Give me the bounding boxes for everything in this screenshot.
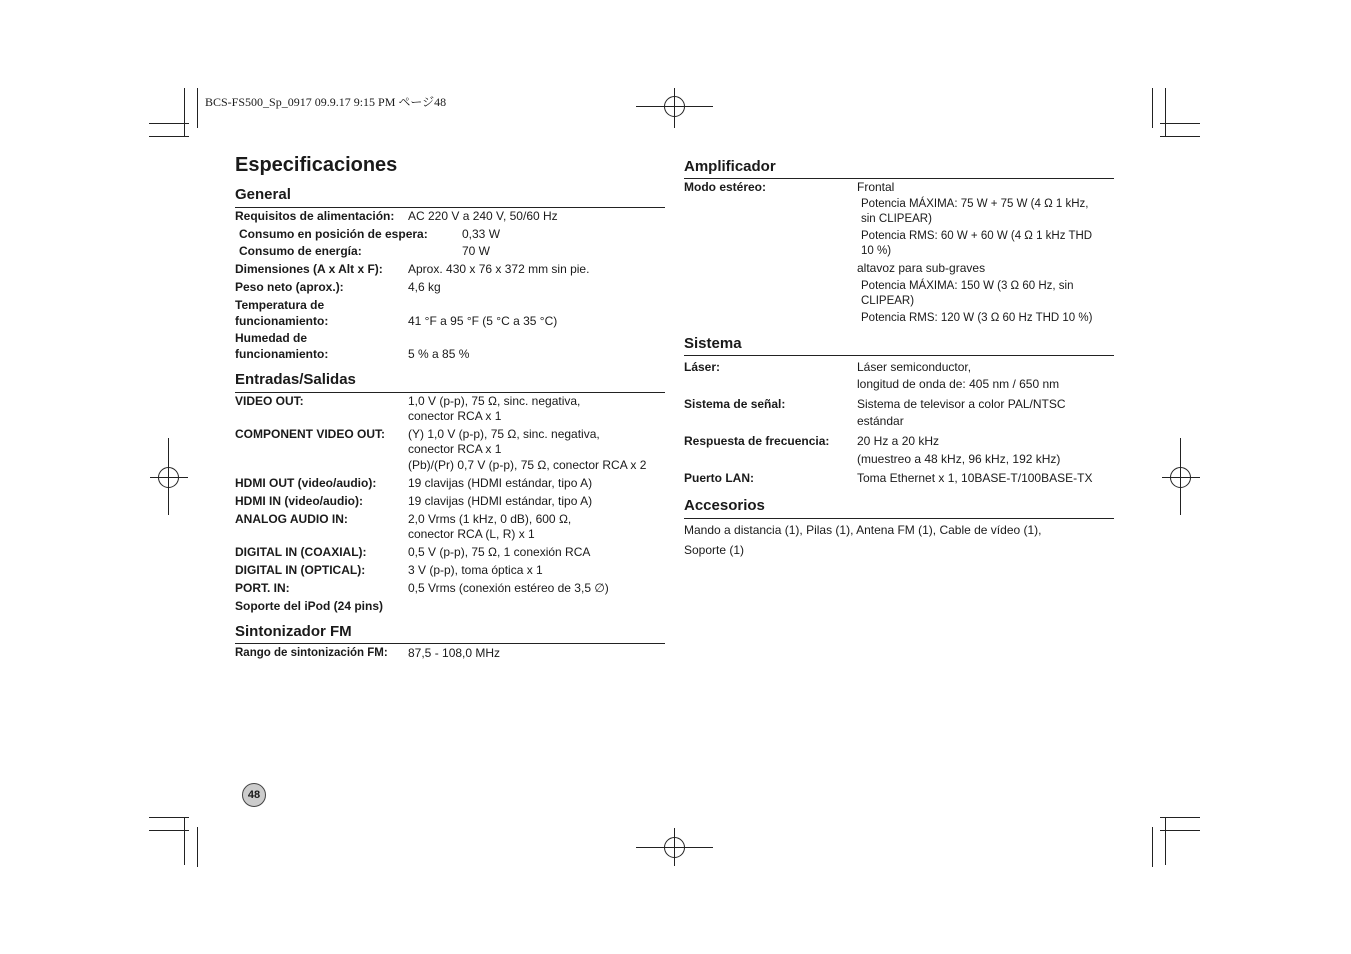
spec-label: Requisitos de alimentación: xyxy=(235,209,395,223)
spec-value: 1,0 V (p-p), 75 Ω, sinc. negativa, xyxy=(408,394,581,408)
spec-value: 87,5 - 108,0 MHz xyxy=(408,646,501,660)
spec-value: 3 V (p-p), toma óptica x 1 xyxy=(408,563,543,577)
spec-label: Respuesta de frecuencia: xyxy=(684,434,830,448)
spec-label: Humedad de xyxy=(235,331,308,345)
spec-label: Peso neto (aprox.): xyxy=(235,280,344,294)
spec-value: 0,5 V (p-p), 75 Ω, 1 conexión RCA xyxy=(408,545,591,559)
spec-value: conector RCA x 1 xyxy=(408,442,502,456)
spec-label: Sistema de señal: xyxy=(684,397,786,411)
section-rule xyxy=(235,643,665,644)
page-title: Especificaciones xyxy=(235,154,398,176)
spec-value: Toma Ethernet x 1, 10BASE-T/100BASE-TX xyxy=(857,471,1093,485)
spec-value: 20 Hz a 20 kHz xyxy=(857,434,940,448)
spec-value: longitud de onda de: 405 nm / 650 nm xyxy=(857,377,1060,391)
spec-value: altavoz para sub-graves xyxy=(857,261,986,275)
spec-label: HDMI IN (video/audio): xyxy=(235,494,363,508)
section-heading-system: Sistema xyxy=(684,335,742,352)
spec-label: HDMI OUT (video/audio): xyxy=(235,476,377,490)
spec-value: (Pb)/(Pr) 0,7 V (p-p), 75 Ω, conector RCA x 2 xyxy=(408,458,647,472)
spec-value: 4,6 kg xyxy=(408,280,441,294)
spec-value: 41 °F a 95 °F (5 °C a 35 °C) xyxy=(408,314,558,328)
spec-value: Potencia RMS: 120 W (3 Ω 60 Hz THD 10 %) xyxy=(861,312,1093,324)
spec-label: VIDEO OUT: xyxy=(235,394,304,408)
spec-value: 0,33 W xyxy=(462,227,501,241)
spec-label: Rango de sintonización FM: xyxy=(235,647,388,659)
spec-label: funcionamiento: xyxy=(235,314,329,328)
spec-value: Sistema de televisor a color PAL/NTSC xyxy=(857,397,1066,411)
spec-value: 0,5 Vrms (conexión estéreo de 3,5 ∅) xyxy=(408,581,609,595)
spec-value: conector RCA (L, R) x 1 xyxy=(408,527,535,541)
spec-value: Aprox. 430 x 76 x 372 mm sin pie. xyxy=(408,262,590,276)
spec-value: 70 W xyxy=(462,244,491,258)
spec-value: Potencia MÁXIMA: 150 W (3 Ω 60 Hz, sin xyxy=(861,280,1074,292)
spec-value: CLIPEAR) xyxy=(861,295,915,307)
spec-label: DIGITAL IN (OPTICAL): xyxy=(235,563,366,577)
spec-value: AC 220 V a 240 V, 50/60 Hz xyxy=(408,209,558,223)
spec-value: estándar xyxy=(857,414,904,428)
spec-label: Puerto LAN: xyxy=(684,471,754,485)
section-rule xyxy=(684,355,1114,356)
spec-label: DIGITAL IN (COAXIAL): xyxy=(235,545,367,559)
accessories-line: Mando a distancia (1), Pilas (1), Antena FM (1), Cable de vídeo (1), xyxy=(684,523,1042,537)
spec-value: Potencia MÁXIMA: 75 W + 75 W (4 Ω 1 kHz, xyxy=(861,198,1089,210)
page-number-badge: 48 xyxy=(242,783,266,807)
print-slug: BCS-FS500_Sp_0917 09.9.17 9:15 PM ページ48 xyxy=(205,95,447,109)
spec-label: ANALOG AUDIO IN: xyxy=(235,512,348,526)
spec-value: Láser semiconductor, xyxy=(857,360,972,374)
spec-value: 10 %) xyxy=(861,245,892,257)
spec-value: Potencia RMS: 60 W + 60 W (4 Ω 1 kHz THD xyxy=(861,230,1093,242)
spec-value: (Y) 1,0 V (p-p), 75 Ω, sinc. negativa, xyxy=(408,427,600,441)
spec-label: Láser: xyxy=(684,360,721,374)
spec-value: (muestreo a 48 kHz, 96 kHz, 192 kHz) xyxy=(857,452,1061,466)
spec-label: COMPONENT VIDEO OUT: xyxy=(235,427,386,441)
spec-value: sin CLIPEAR) xyxy=(861,213,932,225)
spec-value: 2,0 Vrms (1 kHz, 0 dB), 600 Ω, xyxy=(408,512,572,526)
spec-label: Temperatura de xyxy=(235,298,325,312)
section-heading-general: General xyxy=(235,186,291,203)
spec-label: Consumo de energía: xyxy=(239,244,362,258)
spec-label: Consumo en posición de espera: xyxy=(239,227,428,241)
spec-label: PORT. IN: xyxy=(235,581,290,595)
section-heading-amplifier: Amplificador xyxy=(684,158,776,175)
section-heading-fm: Sintonizador FM xyxy=(235,623,352,640)
section-heading-io: Entradas/Salidas xyxy=(235,371,356,388)
spec-value: 5 % a 85 % xyxy=(408,347,470,361)
spec-value: 19 clavijas (HDMI estándar, tipo A) xyxy=(408,494,593,508)
spec-label: Modo estéreo: xyxy=(684,180,767,194)
accessories-line: Soporte (1) xyxy=(684,543,745,557)
spec-label: Dimensiones (A x Alt x F): xyxy=(235,262,383,276)
section-rule xyxy=(684,518,1114,519)
spec-label: Soporte del iPod (24 pins) xyxy=(235,599,384,613)
spec-value: conector RCA x 1 xyxy=(408,409,502,423)
spec-value: Frontal xyxy=(857,180,895,194)
spec-value: 19 clavijas (HDMI estándar, tipo A) xyxy=(408,476,593,490)
spec-label: funcionamiento: xyxy=(235,347,329,361)
section-heading-accessories: Accesorios xyxy=(684,497,765,514)
